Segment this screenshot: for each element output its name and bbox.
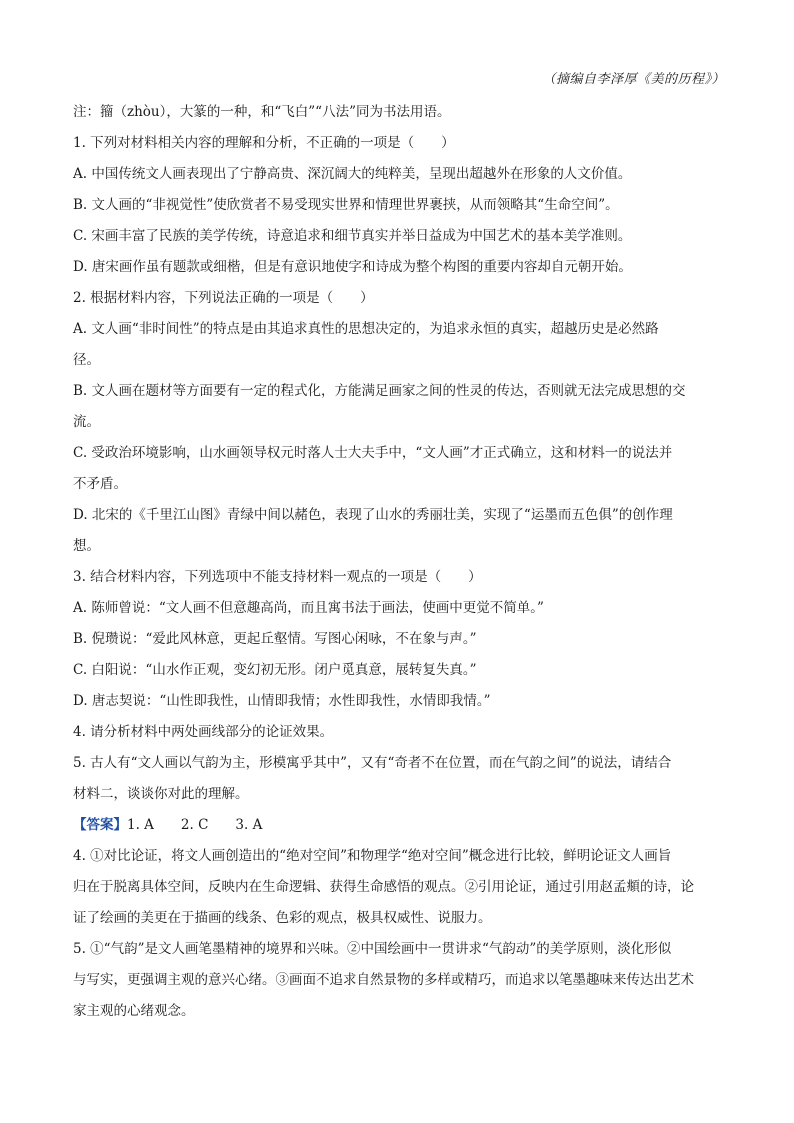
answer-section [73,810,725,1027]
option-b-line-1: B. 文人画在题材等方面要有一定的程式化，方能满足画家之间的性灵的传达，否则就无法完成思想的交 [73,383,686,399]
answer-4-line-2: 归在于脱离具体空间，反映内在生命逻辑、获得生命感悟的观点。②引用论证，通过引用赵孟頫的诗，论 [73,879,694,895]
option-c-line-1: C. 受政治环境影响，山水画领导权元时落人士大夫手中，“文人画”才正式确立，这和材料一的说法并 [73,445,673,461]
question-5 [73,748,725,810]
option-b: B. 倪瓒说：“爱此风林意，更起丘壑情。写图心闲咏，不在象与声。” [73,631,477,647]
footnote: 注：籀（zhòu），大篆的一种，和“飞白”“八法”同为书法用语。 [73,104,451,120]
question-3 [73,562,725,717]
question-stem-line-2: 材料二，谈谈你对此的理解。 [73,786,249,802]
option-d: D. 唐宋画作虽有题款或细楷，但是有意识地使字和诗成为整个构图的重要内容却自元朝开始。 [73,259,632,275]
answer-5-line-2: 与写实，更强调主观的意兴心绪。③画面不追求自然景物的多样或精巧，而追求以笔墨趣味来传达出艺术 [73,972,694,988]
answer-choices: 1. A 2. C 3. A [127,817,263,833]
option-d-line-1: D. 北宋的《千里江山图》青绿中间以赭色，表现了山水的秀丽壮美，实现了“运墨而五色俱”的创作理 [73,507,673,523]
option-a: A. 陈师曾说：“文人画不但意趣高尚，而且寓书法于画法，使画中更觉不简单。” [73,600,544,616]
answer-5-line-3: 家主观的心绪观念。 [73,1003,195,1019]
option-d-line-2: 想。 [73,538,100,554]
document-body [73,97,725,1027]
answer-5-line-1: 5. ①“气韵”是文人画笔墨精神的境界和兴味。②中国绘画中一贯讲求“气韵动”的美学原则，淡化形似 [73,941,672,957]
answer-4-line-1: 4. ①对比论证，将文人画创造出的“绝对空间”和物理学“绝对空间”概念进行比较，鲜明论证文人画旨 [73,848,672,864]
question-stem-line-1: 5. 古人有“文人画以气韵为主，形模寓乎其中”，又有“奇者不在位置，而在气韵之间”的说法，请结合 [73,755,672,771]
option-a: A. 中国传统文人画表现出了宁静高贵、深沉阔大的纯粹美，呈现出超越外在形象的人文价值。 [73,166,632,182]
option-b-line-2: 流。 [73,414,100,430]
question-stem: 1. 下列对材料相关内容的理解和分析，不正确的一项是（ ） [73,135,455,151]
answer-choices-line [73,810,725,841]
option-b: B. 文人画的“非视觉性”使欣赏者不易受现实世界和情理世界裹挟，从而领略其“生命空间”。 [73,197,619,213]
option-c: C. 宋画丰富了民族的美学传统，诗意追求和细节真实并举日益成为中国艺术的基本美学准则。 [73,228,632,244]
answer-tag: 【答案】 [73,817,127,833]
question-stem: 3. 结合材料内容，下列选项中不能支持材料一观点的一项是（ ） [73,569,482,585]
option-c: C. 白阳说：“山水作正观，变幻初无形。闭户觅真意，展转复失真。” [73,662,477,678]
question-1 [73,128,725,283]
question-4 [73,717,725,748]
question-stem: 2. 根据材料内容，下列说法正确的一项是（ ） [73,290,374,306]
option-a-line-2: 径。 [73,352,100,368]
option-a-line-1: A. 文人画“非时间性”的特点是由其追求真性的思想决定的，为追求永恒的真实，超越历史是必然路 [73,321,659,337]
option-c-line-2: 不矛盾。 [73,476,127,492]
question-stem: 4. 请分析材料中两处画线部分的论证效果。 [73,724,334,740]
source-citation: （摘编自李泽厚《美的历程》） [542,72,725,87]
option-d: D. 唐志契说：“山性即我性，山情即我情；水性即我性，水情即我情。” [73,693,491,709]
question-2 [73,283,725,562]
answer-4-line-3: 证了绘画的美更在于描画的线条、色彩的观点，极具权威性、说服力。 [73,910,492,926]
